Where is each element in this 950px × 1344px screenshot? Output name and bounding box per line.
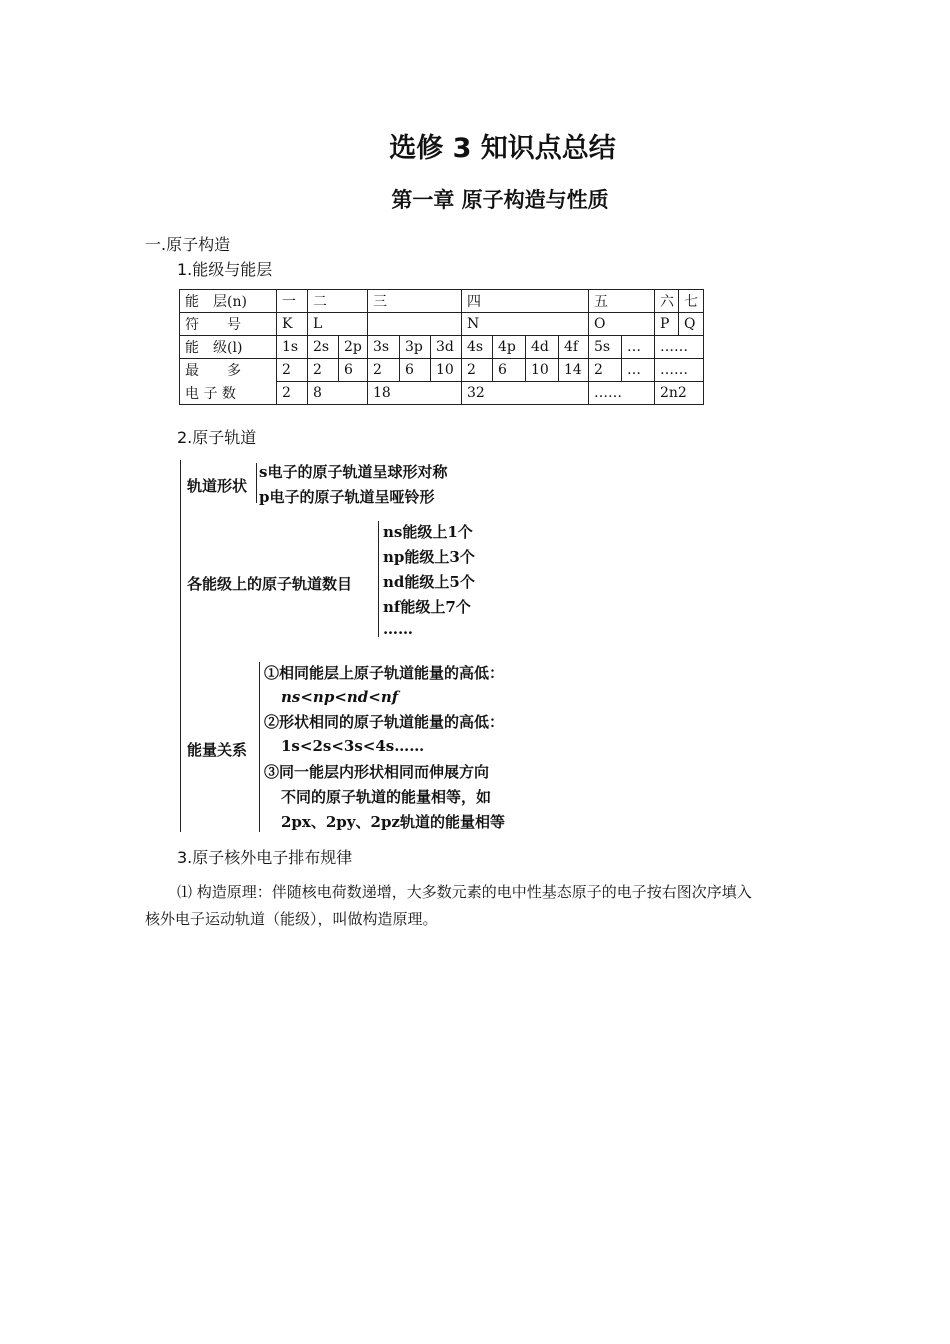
table-cell: Q	[679, 313, 704, 336]
table-cell: 18	[368, 382, 462, 405]
table-cell: 2	[368, 359, 400, 382]
table-cell: ……	[655, 336, 704, 359]
energy-item: ③同一能层内形状相同而伸展方向	[264, 763, 490, 781]
count-brace	[378, 521, 379, 637]
table-cell: 4p	[493, 336, 526, 359]
shape-brace	[256, 463, 257, 503]
table-cell: ……	[655, 359, 704, 382]
energy-item: ns<np<nd<nf	[281, 688, 399, 706]
table-cell: K	[277, 313, 308, 336]
page-title: 选修 3 知识点总结	[389, 133, 616, 164]
table-cell: 六	[655, 290, 679, 313]
energy-item: ②形状相同的原子轨道能量的高低：	[264, 713, 505, 731]
main-brace	[180, 460, 185, 832]
energy-level-table	[179, 289, 704, 405]
table-cell: 10	[431, 359, 462, 382]
table-cell: 3s	[368, 336, 400, 359]
table-cell: 4d	[526, 336, 559, 359]
paragraph-line: ⑴ 构造原理：伴随核电荷数递增，大多数元素的电中性基态原子的电子按右图次序填入	[177, 883, 752, 901]
table-cell: O	[589, 313, 655, 336]
subsection-heading-3: 3.原子核外电子排布规律	[177, 848, 353, 867]
energy-item: ①相同能层上原子轨道能量的高低：	[264, 664, 505, 682]
table-cell: 6	[339, 359, 368, 382]
table-cell: 符 号	[180, 313, 277, 336]
table-cell: 三	[368, 290, 462, 313]
table-cell: 14	[559, 359, 589, 382]
shape-label: 轨道形状	[187, 477, 248, 495]
table-cell: 2	[589, 359, 622, 382]
table-cell: 能 级(l)	[180, 336, 277, 359]
energy-brace	[259, 662, 260, 832]
energy-item: 不同的原子轨道的能量相等，如	[281, 788, 492, 806]
table-row	[180, 336, 704, 359]
subsection-heading-2: 2.原子轨道	[177, 428, 257, 447]
table-cell: 能 层(n)	[180, 290, 277, 313]
energy-item: 1s<2s<3s<4s……	[281, 737, 425, 755]
table-cell: 电 子 数	[180, 382, 277, 405]
table-cell: …	[622, 336, 655, 359]
table-cell: 2	[277, 359, 308, 382]
table-cell: 4s	[462, 336, 493, 359]
table-cell: 3p	[400, 336, 431, 359]
table-cell: P	[655, 313, 679, 336]
table-cell: 一	[277, 290, 308, 313]
count-item: np能级上3个	[383, 548, 475, 566]
count-label: 各能级上的原子轨道数目	[187, 575, 353, 593]
table-cell: 1s	[277, 336, 308, 359]
table-cell: 3d	[431, 336, 462, 359]
table-cell: 32	[462, 382, 589, 405]
chapter-title: 第一章 原子构造与性质	[391, 188, 609, 212]
table-cell: 6	[493, 359, 526, 382]
subsection-heading-1: 1.能级与能层	[177, 260, 273, 279]
table-cell: 5s	[589, 336, 622, 359]
table-cell: 2	[277, 382, 308, 405]
count-item: ns能级上1个	[383, 523, 473, 541]
table-cell: 五	[589, 290, 655, 313]
table-row	[180, 313, 704, 336]
shape-item: p电子的原子轨道呈哑铃形	[259, 488, 435, 506]
table-cell	[368, 313, 462, 336]
table-cell: 四	[462, 290, 589, 313]
paragraph-line: 核外电子运动轨道（能级），叫做构造原理。	[145, 910, 438, 928]
table-cell: N	[462, 313, 589, 336]
shape-item: s电子的原子轨道呈球形对称	[259, 463, 448, 481]
table-cell: ……	[589, 382, 655, 405]
table-cell: 2	[462, 359, 493, 382]
table-cell: 4f	[559, 336, 589, 359]
table-row	[180, 290, 704, 313]
table-row	[180, 359, 704, 382]
table-cell: …	[622, 359, 655, 382]
table-cell: 2p	[339, 336, 368, 359]
table-cell: 最 多	[180, 359, 277, 382]
energy-item: 2px、2py、2pz轨道的能量相等	[281, 813, 505, 831]
count-item: nf能级上7个	[383, 598, 471, 616]
count-item: ……	[383, 620, 413, 638]
table-cell: 6	[400, 359, 431, 382]
table-row	[180, 382, 704, 405]
table-cell: 8	[308, 382, 368, 405]
table-cell: 七	[679, 290, 704, 313]
table-cell: 2s	[308, 336, 339, 359]
section-heading: 一.原子构造	[145, 235, 231, 254]
table-cell: 2n2	[655, 382, 704, 405]
table-cell: 10	[526, 359, 559, 382]
table-cell: 2	[308, 359, 339, 382]
energy-label: 能量关系	[187, 741, 248, 759]
table-cell: 二	[308, 290, 368, 313]
count-item: nd能级上5个	[383, 573, 475, 591]
table-cell: L	[308, 313, 368, 336]
